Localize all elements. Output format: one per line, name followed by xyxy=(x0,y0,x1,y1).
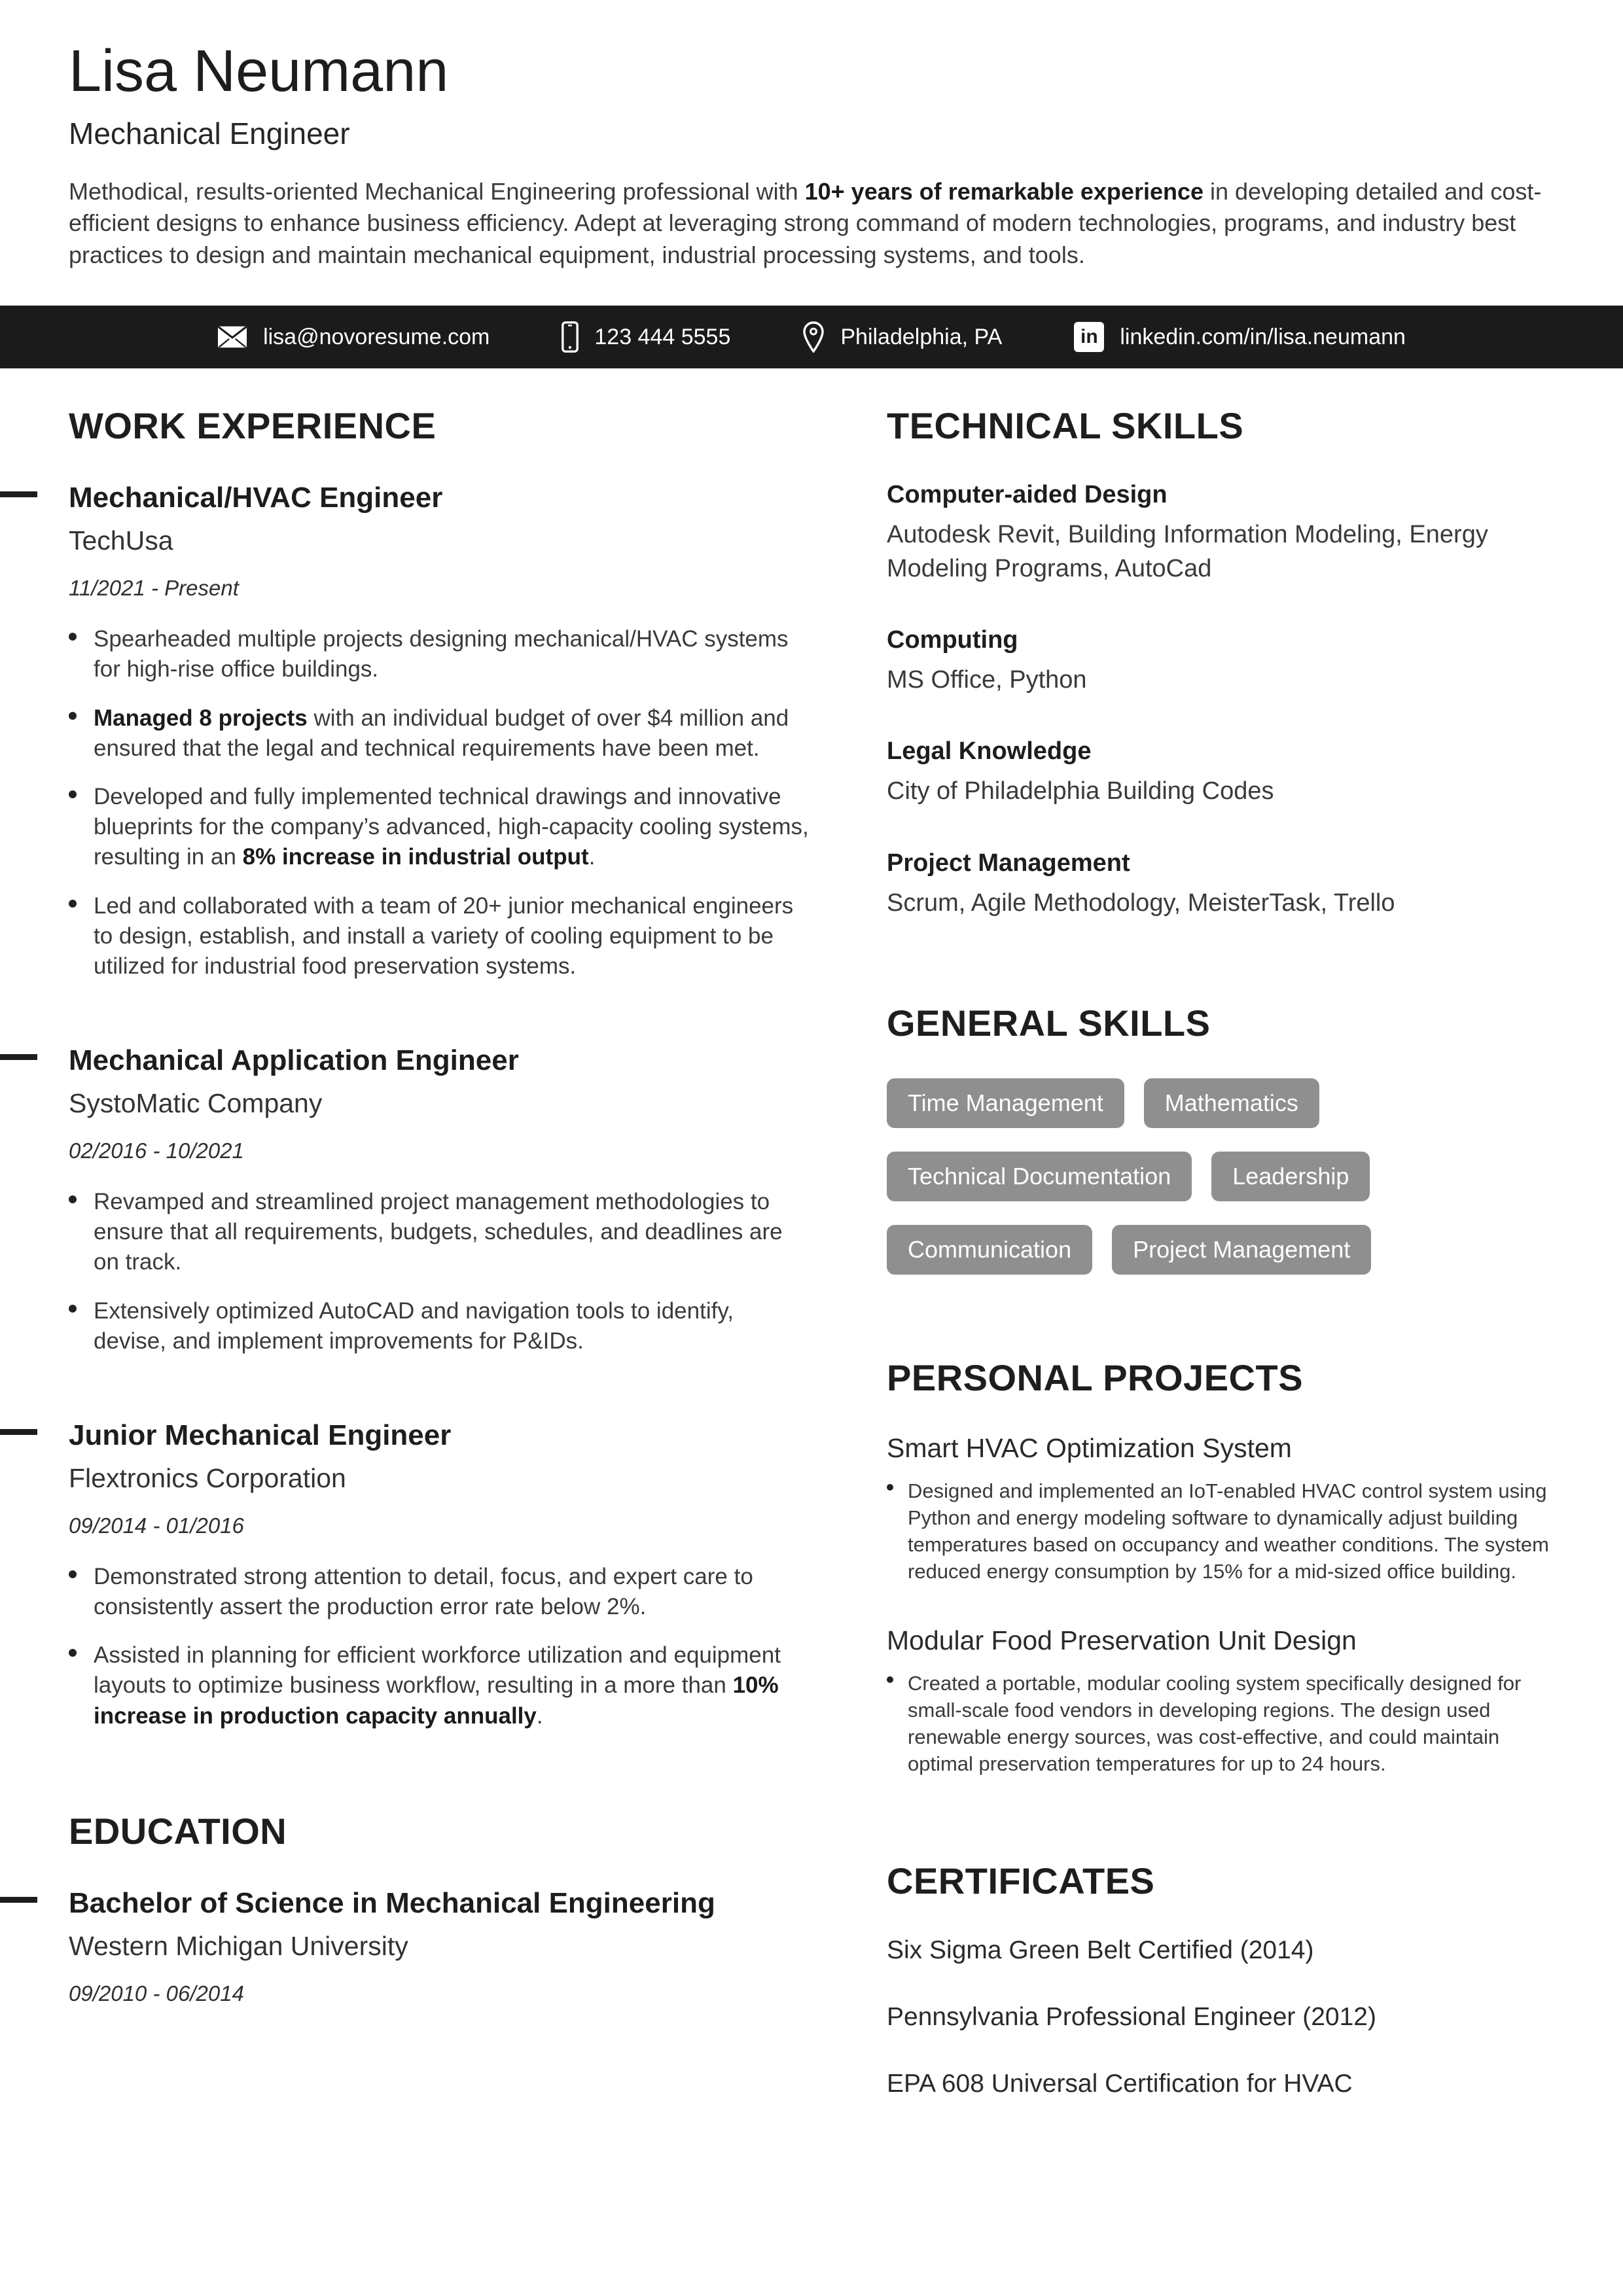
summary-paragraph xyxy=(69,176,1554,272)
resume-header xyxy=(0,0,1623,272)
map-pin-icon xyxy=(802,321,825,353)
job-bullet-list xyxy=(69,624,812,981)
skill-badge: Project Management xyxy=(1112,1225,1371,1275)
bullet-text: Spearheaded multiple projects designing mechanical/HVAC systems for high-rise office buildings. xyxy=(94,626,789,682)
job-company: TechUsa xyxy=(69,525,173,556)
job-dates: 09/2014 - 01/2016 xyxy=(69,1513,244,1538)
timeline-dash xyxy=(0,1054,37,1060)
bullet-ring-icon xyxy=(69,1195,77,1203)
contact-location xyxy=(802,321,1002,353)
education-dates: 09/2010 - 06/2014 xyxy=(69,1981,244,2005)
skill-badge: Mathematics xyxy=(1144,1078,1319,1128)
certificate-item: EPA 608 Universal Certification for HVAC xyxy=(887,2070,1353,2098)
phone-icon xyxy=(562,321,579,353)
bullet-ring-icon xyxy=(69,633,77,641)
skill-items: MS Office, Python xyxy=(887,665,1087,694)
bullet-item xyxy=(69,1187,812,1278)
bullet-ring-icon xyxy=(69,790,77,798)
job-bullet-list xyxy=(69,1187,812,1356)
job-title: Mechanical Application Engineer xyxy=(69,1044,519,1077)
person-job-title: Mechanical Engineer xyxy=(69,116,350,150)
bullet-ring-icon xyxy=(887,1484,893,1491)
bullet-item xyxy=(69,782,812,873)
bullet-item xyxy=(887,1670,1554,1778)
bullet-text: Assisted in planning for efficient workforce utilization and equipment layouts to optimize business workflow, resulting in a more than xyxy=(94,1642,781,1699)
bullet-item xyxy=(69,703,812,764)
bullet-text: . xyxy=(588,844,596,870)
technical-skills-section xyxy=(887,404,1554,919)
skill-items: Scrum, Agile Methodology, MeisterTask, Trello xyxy=(887,889,1395,917)
job-company: Flextronics Corporation xyxy=(69,1462,346,1493)
timeline-dash xyxy=(0,1897,37,1903)
timeline-dash xyxy=(0,491,37,497)
skill-badge: Time Management xyxy=(887,1078,1124,1128)
education-entry xyxy=(69,1886,812,2006)
project-entry xyxy=(887,1625,1554,1778)
skill-items: City of Philadelphia Building Codes xyxy=(887,777,1274,805)
bullet-item xyxy=(69,1562,812,1622)
summary-bold-text: 10+ years of remarkable experience xyxy=(804,177,1204,205)
skill-category: Project Management xyxy=(887,849,1130,877)
bullet-text: Demonstrated strong attention to detail, focus, and expert care to consistently assert the production error rate below 2%. xyxy=(94,1563,753,1620)
bullet-bold-text: 10% increase in production capacity annually xyxy=(94,1672,779,1729)
personal-projects-heading: PERSONAL PROJECTS xyxy=(887,1356,1304,1398)
contact-linkedin-value: linkedin.com/in/lisa.neumann xyxy=(1120,324,1406,349)
timeline-dash xyxy=(0,1429,37,1435)
education-heading: EDUCATION xyxy=(69,1810,287,1852)
project-title: Modular Food Preservation Unit Design xyxy=(887,1625,1357,1656)
general-skills-section xyxy=(887,1002,1554,1275)
resume-body xyxy=(0,368,1623,2180)
skill-badge: Leadership xyxy=(1211,1152,1370,1201)
personal-projects-section xyxy=(887,1356,1554,1778)
skill-items: Autodesk Revit, Building Information Modeling, Energy Modeling Programs, AutoCad xyxy=(887,521,1488,582)
bullet-item xyxy=(69,1296,812,1356)
job-dates: 02/2016 - 10/2021 xyxy=(69,1139,244,1163)
certificate-item: Six Sigma Green Belt Certified (2014) xyxy=(887,1936,1314,1965)
linkedin-icon: in xyxy=(1074,322,1104,352)
certificates-section xyxy=(887,1860,1554,2098)
bullet-item xyxy=(69,891,812,982)
job-entry xyxy=(69,1419,812,1731)
skill-group xyxy=(887,481,1554,586)
bullet-text: Revamped and streamlined project management methodologies to ensure that all requirements, budgets, schedules, and deadlines are on track. xyxy=(94,1189,783,1275)
education-degree: Bachelor of Science in Mechanical Engineering xyxy=(69,1886,715,1919)
skill-group xyxy=(887,849,1554,920)
project-title: Smart HVAC Optimization System xyxy=(887,1432,1292,1463)
envelope-icon xyxy=(217,325,247,349)
certificates-heading: CERTIFICATES xyxy=(887,1860,1155,1902)
job-title: Junior Mechanical Engineer xyxy=(69,1419,452,1451)
bullet-item xyxy=(887,1478,1554,1585)
skill-group xyxy=(887,737,1554,808)
skill-group xyxy=(887,626,1554,697)
bullet-ring-icon xyxy=(887,1676,893,1683)
contact-email[interactable] xyxy=(217,325,490,350)
skill-badge: Technical Documentation xyxy=(887,1152,1192,1201)
contact-email-value: lisa@novoresume.com xyxy=(263,324,490,349)
bullet-ring-icon xyxy=(69,1649,77,1657)
job-entry xyxy=(69,1044,812,1356)
job-bullet-list xyxy=(69,1562,812,1731)
bullet-ring-icon xyxy=(69,1305,77,1313)
education-school: Western Michigan University xyxy=(69,1930,408,1961)
project-description: Created a portable, modular cooling system specifically designed for small-scale food vendors in developing regions. The design used renewable energy sources, was cost-effective, and could maintain optimal preservation temperatures for up to 24 hours. xyxy=(908,1672,1522,1776)
contact-linkedin[interactable] xyxy=(1074,322,1406,352)
person-name: Lisa Neumann xyxy=(69,39,449,104)
work-experience-heading: WORK EXPERIENCE xyxy=(69,405,437,447)
bullet-text: with an individual budget of over $4 million and ensured that the legal and technical requirements have been met. xyxy=(94,705,789,761)
contact-phone-value: 123 444 5555 xyxy=(594,324,731,349)
bullet-text: Led and collaborated with a team of 20+ junior mechanical engineers to design, establish, and install a variety of cooling equipment to be utilized for industrial food preservation systems. xyxy=(94,892,794,979)
contact-phone xyxy=(562,321,730,353)
skill-category: Computer-aided Design xyxy=(887,481,1168,509)
job-dates: 11/2021 - Present xyxy=(69,576,239,601)
job-company: SystoMatic Company xyxy=(69,1088,323,1119)
bullet-ring-icon xyxy=(69,1570,77,1578)
left-column xyxy=(69,404,812,2180)
skill-category: Computing xyxy=(887,626,1018,654)
bullet-text: Extensively optimized AutoCAD and navigation tools to identify, devise, and implement improvements for P&IDs. xyxy=(94,1298,734,1354)
contact-bar xyxy=(0,306,1623,368)
right-column xyxy=(887,404,1554,2180)
technical-skills-heading: TECHNICAL SKILLS xyxy=(887,405,1244,447)
general-skills-heading: GENERAL SKILLS xyxy=(887,1002,1211,1044)
summary-text: Methodical, results-oriented Mechanical Engineering professional with xyxy=(69,177,805,205)
contact-location-value: Philadelphia, PA xyxy=(840,324,1003,349)
bullet-bold-text: Managed 8 projects xyxy=(94,705,308,731)
summary-text: in developing detailed and cost-efficient designs to enhance business efficiency. Adept at leveraging strong command of modern technologies, programs, and industry best practices to design and maintain mechanical equipment, industrial processing systems, and tools. xyxy=(69,177,1542,269)
project-entry xyxy=(887,1433,1554,1585)
job-title: Mechanical/HVAC Engineer xyxy=(69,482,443,514)
job-entry xyxy=(69,481,812,981)
bullet-ring-icon xyxy=(69,900,77,908)
bullet-bold-text: 8% increase in industrial output xyxy=(242,844,589,870)
bullet-item xyxy=(69,624,812,684)
education-section xyxy=(69,1810,812,2006)
project-description: Designed and implemented an IoT-enabled HVAC control system using Python and energy modeling software to dynamically adjust building temperatures based on occupancy and weather conditions. The system reduced energy consumption by 15% for a mid-sized office building. xyxy=(908,1479,1549,1583)
skill-category: Legal Knowledge xyxy=(887,737,1092,766)
skill-badge-list xyxy=(887,1078,1515,1275)
bullet-text: . xyxy=(536,1703,543,1729)
skill-badge: Communication xyxy=(887,1225,1092,1275)
certificate-item: Pennsylvania Professional Engineer (2012) xyxy=(887,2003,1376,2032)
bullet-ring-icon xyxy=(69,712,77,720)
bullet-text: Developed and fully implemented technical drawings and innovative blueprints for the company’s advanced, high-capacity cooling systems, resulting in an xyxy=(94,784,809,870)
bullet-item xyxy=(69,1640,812,1731)
